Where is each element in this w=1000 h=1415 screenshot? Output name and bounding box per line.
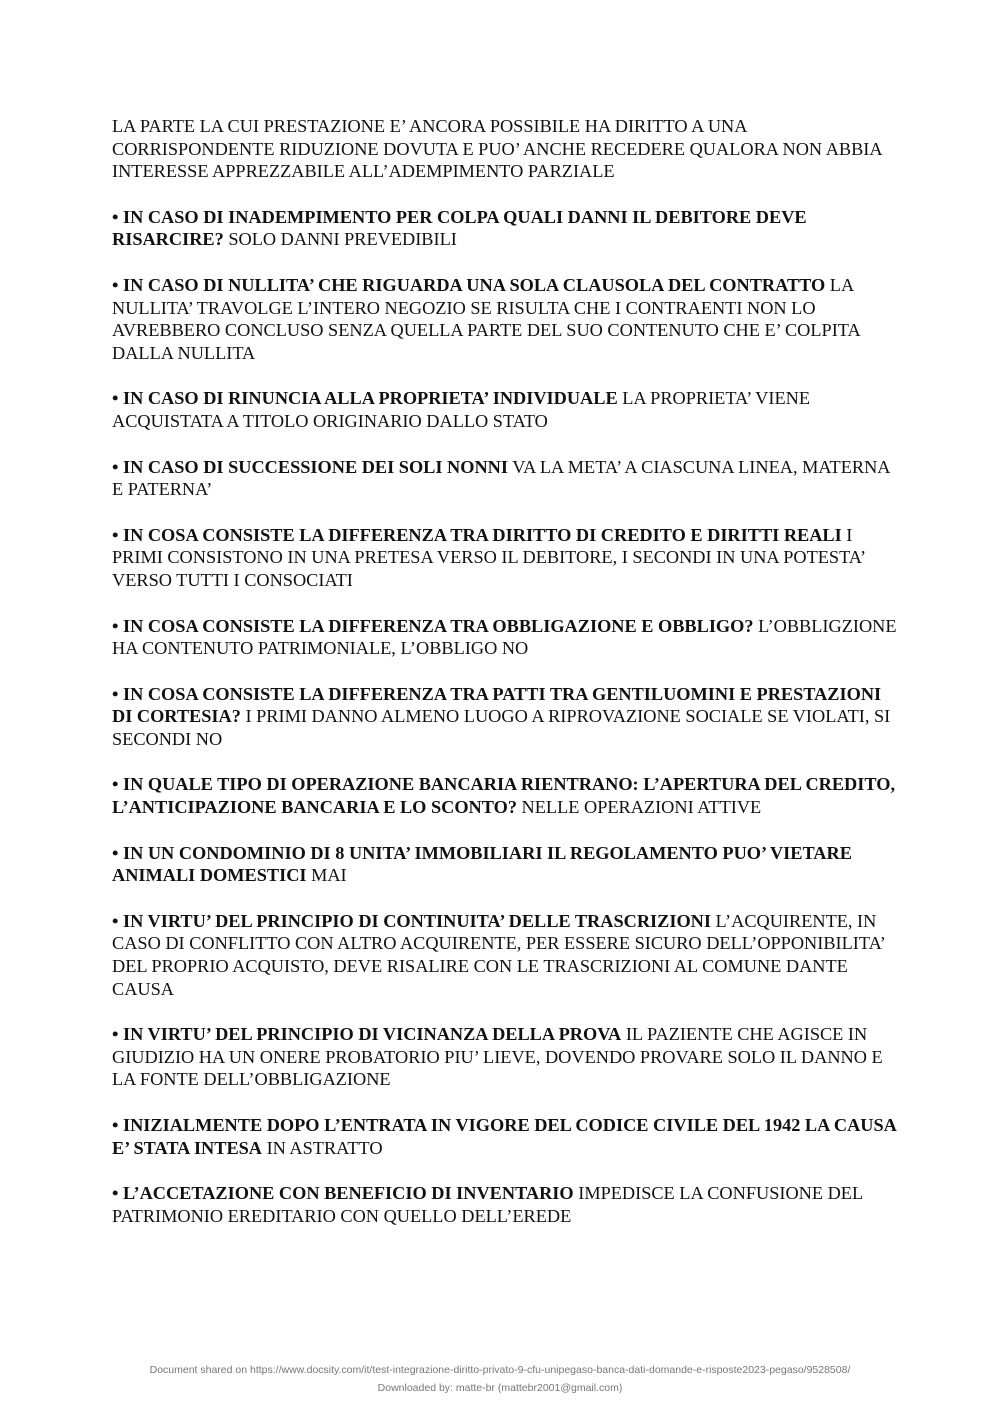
question-text: • IN VIRTU’ DEL PRINCIPIO DI VICINANZA DELLA PROVA [112,1024,622,1045]
answer-text: IMPEDISCE LA CONFUSIONE DEL PATRIMONIO EREDITARIO CON QUELLO DELL’EREDE [112,1183,863,1226]
qa-item [112,615,902,660]
answer-text: VA LA META’ A CIASCUNA LINEA, MATERNA E PATERNA’ [112,456,890,500]
question-text: • IN CASO DI INADEMPIMENTO PER COLPA QUALI DANNI IL DEBITORE DEVE RISARCIRE? [112,206,807,250]
answer-text: NELLE OPERAZIONI ATTIVE [516,797,762,818]
question-text: • IN COSA CONSISTE LA DIFFERENZA TRA PATTI TRA GENTILUOMINI E PRESTAZIONI DI CORTESIA? [112,683,882,727]
qa-item [112,683,902,751]
answer-text: L’OBBLIGZIONE HA CONTENUTO PATRIMONIALE, L’OBBLIGO NO [112,615,897,659]
answer-text: IL PAZIENTE CHE AGISCE IN GIUDIZIO HA UN ONERE PROBATORIO PIU’ LIEVE, DOVENDO PROVARE SOLO IL DANNO E LA FONTE DELL’OBBLIGAZIONE [112,1024,883,1090]
qa-item [112,1182,902,1227]
footer-downloaded-by: Downloaded by: matte-br (mattebr2001@gmail.com) [377,1382,623,1394]
answer-text: MAI [306,865,347,886]
qa-item [112,1023,902,1091]
qa-item [112,456,902,501]
qa-item [112,387,902,432]
answer-text: IN ASTRATTO [262,1137,383,1158]
qa-item [112,524,902,592]
qa-item [112,1114,902,1159]
qa-item [112,842,902,887]
qa-item [112,274,902,364]
question-text: • IN CASO DI RINUNCIA ALLA PROPRIETA’ INDIVIDUALE [112,388,618,409]
question-text: • IN CASO DI NULLITA’ CHE RIGUARDA UNA SOLA CLAUSOLA DEL CONTRATTO [112,274,826,295]
question-text: • IN COSA CONSISTE LA DIFFERENZA TRA OBBLIGAZIONE E OBBLIGO? [112,615,754,636]
qa-item [112,206,902,251]
answer-text: L’ACQUIRENTE, IN CASO DI CONFLITTO CON ALTRO ACQUIRENTE, PER ESSERE SICURO DELL’OPPONIBILITA’ DEL PROPRIO ACQUISTO, DEVE RISALIRE CON LE TRASCRIZIONI AL COMUNE DANTE CAUSA [112,910,885,999]
qa-item [112,773,902,818]
answer-text: SOLO DANNI PREVEDIBILI [223,229,457,250]
intro-paragraph: LA PARTE LA CUI PRESTAZIONE E’ ANCORA POSSIBILE HA DIRITTO A UNA CORRISPONDENTE RIDUZIONE DOVUTA E PUO’ ANCHE RECEDERE QUALORA NON ABBIA INTERESSE APPREZZABILE ALL’ADEMPIMENTO PARZIALE [112,116,882,182]
question-text: • IN COSA CONSISTE LA DIFFERENZA TRA DIRITTO DI CREDITO E DIRITTI REALI [112,524,842,545]
document-body [112,115,902,1250]
footer-shared-link[interactable]: Document shared on https://www.docsity.com/it/test-integrazione-diritto-privato-9-cfu-unipegaso-banca-dati-domande-e-risposte2023-pegaso/9528508/ [149,1364,851,1376]
qa-item [112,910,902,1000]
question-text: • IN CASO DI SUCCESSIONE DEI SOLI NONNI [112,456,508,477]
question-text: • IN UN CONDOMINIO DI 8 UNITA’ IMMOBILIARI IL REGOLAMENTO PUO’ VIETARE ANIMALI DOMESTICI [112,842,852,886]
answer-text: I PRIMI CONSISTONO IN UNA PRETESA VERSO IL DEBITORE, I SECONDI IN UNA POTESTA’ VERSO TUTTI I CONSOCIATI [112,524,865,590]
question-text: • IN QUALE TIPO DI OPERAZIONE BANCARIA RIENTRANO: L’APERTURA DEL CREDITO, L’ANTICIPAZIONE BANCARIA E LO SCONTO? [112,774,896,818]
question-text: • INIZIALMENTE DOPO L’ENTRATA IN VIGORE DEL CODICE CIVILE DEL 1942 LA CAUSA E’ STATA INTESA [112,1115,896,1158]
question-text: • IN VIRTU’ DEL PRINCIPIO DI CONTINUITA’ DELLE TRASCRIZIONI [112,910,711,931]
question-text: • L’ACCETAZIONE CON BENEFICIO DI INVENTARIO [112,1183,574,1204]
answer-text: I PRIMI DANNO ALMENO LUOGO A RIPROVAZIONE SOCIALE SE VIOLATI, SI SECONDI NO [112,706,891,749]
answer-text: LA PROPRIETA’ VIENE ACQUISTATA A TITOLO ORIGINARIO DALLO STATO [112,388,811,431]
answer-text: LA NULLITA’ TRAVOLGE L’INTERO NEGOZIO SE RISULTA CHE I CONTRAENTI NON LO AVREBBERO CONCLUSO SENZA QUELLA PARTE DEL SUO CONTENUTO CHE E’ COLPITA DALLA NULLITA [112,274,860,363]
